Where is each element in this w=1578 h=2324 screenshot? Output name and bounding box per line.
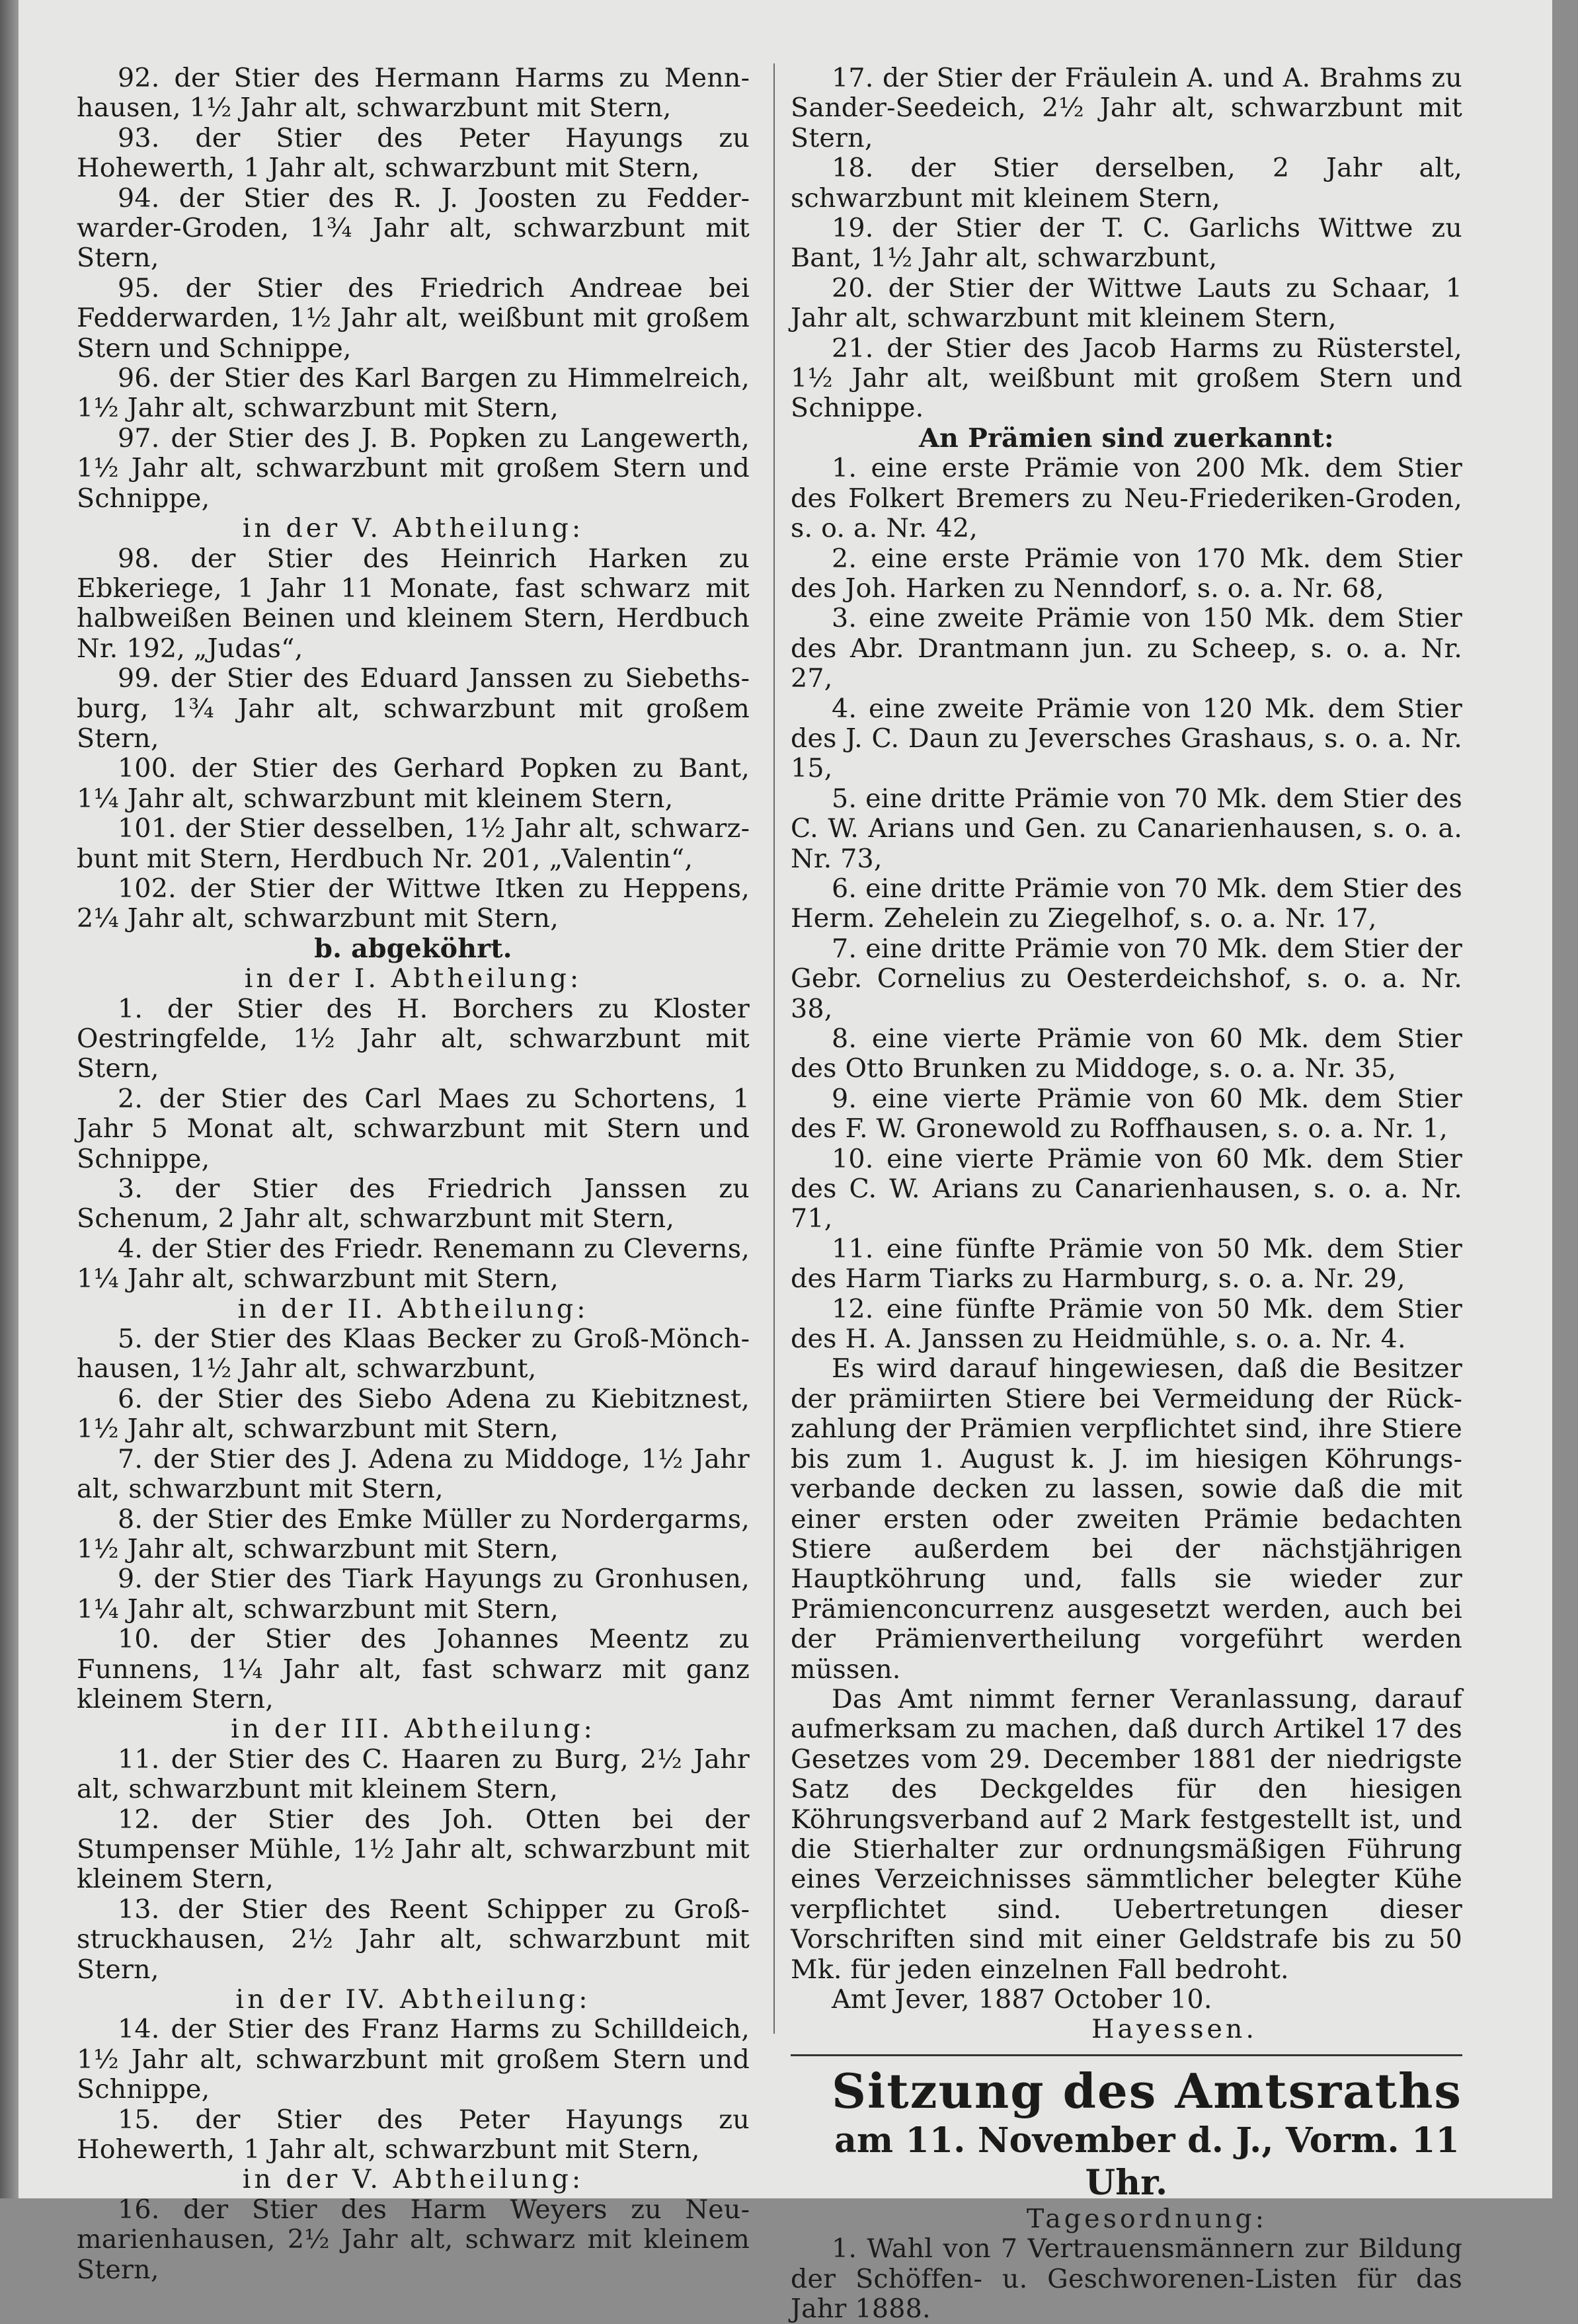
paragraph: 11. eine fünfte Prämie von 50 Mk. dem Stier des Harm Tiarks zu Harmburg, s. o. a. Nr. 29, <box>791 1233 1462 1295</box>
paragraph: 94. der Stier des R. J. Joosten zu Fedderwarder-Groden, 1¾ Jahr alt, schwarzbunt mit Stern, <box>77 182 750 274</box>
notice-heading: Sitzung des Amtsraths <box>832 2062 1462 2119</box>
paragraph: 3. eine zweite Prämie von 150 Mk. dem Stier des Abr. Drantmann jun. zu Scheep, s. o. a. Nr. 27, <box>791 603 1462 694</box>
paragraph: 92. der Stier des Hermann Harms zu Mennhausen, 1½ Jahr alt, schwarzbunt mit Stern, <box>77 63 750 124</box>
paragraph: 19. der Stier der T. C. Garlichs Wittwe zu Bant, 1½ Jahr alt, schwarzbunt, <box>791 213 1462 274</box>
paragraph: 98. der Stier des Heinrich Harken zu Ebkeriege, 1 Jahr 11 Monate, fast schwarz mit halbweißen Beinen und kleinem Stern, Herdbuch Nr. 192, „Judas“, <box>77 543 750 664</box>
paragraph: 20. der Stier der Wittwe Lauts zu Schaar, 1 Jahr alt, schwarzbunt mit kleinem Stern, <box>791 272 1462 334</box>
section-heading: in der I. Abtheilung: <box>244 963 582 994</box>
paragraph: 1. der Stier des H. Borchers zu Kloster Oestringfelde, 1½ Jahr alt, schwarzbunt mit Stern, <box>77 993 750 1084</box>
section-heading: in der II. Abtheilung: <box>237 1293 589 1324</box>
paragraph: 102. der Stier der Wittwe Itken zu Heppens, 2¼ Jahr alt, schwarzbunt mit Stern, <box>77 873 750 934</box>
paragraph: 4. eine zweite Prämie von 120 Mk. dem Stier des J. C. Daun zu Jeversches Grashaus, s. o. a. Nr. 15, <box>791 693 1462 784</box>
paragraph: 1. eine erste Prämie von 200 Mk. dem Stier des Folkert Bremers zu Neu-Friederiken-Groden, s. o. a. Nr. 42, <box>791 453 1462 544</box>
right-column-paragraphs <box>791 63 1462 2045</box>
column-divider <box>773 63 775 2034</box>
paragraph: 6. eine dritte Prämie von 70 Mk. dem Stier des Herm. Zehelein zu Ziegelhof, s. o. a. Nr. 17, <box>791 873 1462 934</box>
newspaper-page <box>19 0 1552 2324</box>
book-spine-shadow <box>0 0 19 2198</box>
paragraph: 18. der Stier derselben, 2 Jahr alt, schwarzbunt mit kleinem Stern, <box>791 153 1462 214</box>
section-heading: in der V. Abtheilung: <box>242 513 584 544</box>
paragraph: 12. eine fünfte Prämie von 50 Mk. dem Stier des H. A. Janssen zu Heidmühle, s. o. a. Nr. 4. <box>791 1293 1462 1355</box>
left-column <box>77 63 750 2285</box>
paragraph: 97. der Stier des J. B. Popken zu Langewerth, 1½ Jahr alt, schwarzbunt mit großem Stern und Schnippe, <box>77 422 750 514</box>
paragraph: 12. der Stier des Joh. Otten bei der Stumpenser Mühle, 1½ Jahr alt, schwarzbunt mit kleinem Stern, <box>77 1804 750 1895</box>
section-heading: An Prämien sind zuerkannt: <box>919 422 1334 454</box>
paragraph: 3. der Stier des Friedrich Janssen zu Schenum, 2 Jahr alt, schwarzbunt mit Stern, <box>77 1174 750 1234</box>
paragraph: 4. der Stier des Friedr. Renemann zu Cleverns, 1¼ Jahr alt, schwarzbunt mit Stern, <box>77 1233 750 1295</box>
paragraph: 7. eine dritte Prämie von 70 Mk. dem Stier der Gebr. Cornelius zu Oesterdeichshof, s. o. a. Nr. 38, <box>791 933 1462 1024</box>
paragraph: 2. eine erste Prämie von 170 Mk. dem Stier des Joh. Harken zu Nenndorf, s. o. a. Nr. 68, <box>791 543 1462 604</box>
section-heading: b. abgeköhrt. <box>314 933 512 964</box>
notice-subheading: am 11. November d. J., Vorm. 11 Uhr. <box>834 2120 1460 2203</box>
paragraph: 99. der Stier des Eduard Janssen zu Siebethsburg, 1¾ Jahr alt, schwarzbunt mit großem Stern, <box>77 663 750 754</box>
section-heading: in der V. Abtheilung: <box>242 2164 584 2195</box>
agenda-item: 1. Wahl von 7 Vertrauensmännern zur Bildung der Schöffen- u. Geschworenen-Listen für das Jahr 1888. <box>791 2233 1462 2324</box>
paragraph: 9. der Stier des Tiark Hayungs zu Gronhusen, 1¼ Jahr alt, schwarzbunt mit Stern, <box>77 1564 750 1624</box>
paragraph: 95. der Stier des Friedrich Andreae bei Fedderwarden, 1½ Jahr alt, weißbunt mit großem Stern und Schnippe, <box>77 272 750 364</box>
paragraph: 101. der Stier desselben, 1½ Jahr alt, schwarzbunt mit Stern, Herdbuch Nr. 201, „Valentin“, <box>77 813 750 874</box>
paragraph: Es wird darauf hingewiesen, daß die Besitzer der prämiirten Stiere bei Vermeidung der Rückzahlung der Prämien verpflichtet sind, ihre Stiere bis zum 1. August k. J. im hiesigen Köhrungsverbande decken zu lassen, sowie daß die mit einer ersten oder zweiten Prämie bedachten Stiere außerdem bei der nächstjährigen Hauptköhrung und, falls sie wieder zur Prämienconcurrenz ausgesetzt werden, auch bei der Prämienvertheilung vorgeführt werden müssen. <box>791 1353 1462 1685</box>
paragraph: 21. der Stier des Jacob Harms zu Rüsterstel, 1½ Jahr alt, weißbunt mit großem Stern und Schnippe. <box>791 333 1462 424</box>
paragraph: 17. der Stier der Fräulein A. und A. Brahms zu Sander-Seedeich, 2½ Jahr alt, schwarzbunt mit Stern, <box>791 63 1462 153</box>
paragraph: 13. der Stier des Reent Schipper zu Großstruckhausen, 2½ Jahr alt, schwarzbunt mit Stern, <box>77 1894 750 1985</box>
paragraph: 100. der Stier des Gerhard Popken zu Bant, 1¼ Jahr alt, schwarzbunt mit kleinem Stern, <box>77 753 750 814</box>
paragraph: 14. der Stier des Franz Harms zu Schilldeich, 1½ Jahr alt, schwarzbunt mit großem Stern und Schnippe, <box>77 2014 750 2105</box>
agenda-label: Tagesordnung: <box>1026 2203 1268 2234</box>
paragraph: Amt Jever, 1887 October 10. <box>832 1984 1212 2015</box>
paragraph: 10. der Stier des Johannes Meentz zu Funnens, 1¼ Jahr alt, fast schwarz mit ganz kleinem Stern, <box>77 1624 750 1714</box>
paragraph: 5. eine dritte Prämie von 70 Mk. dem Stier des C. W. Arians und Gen. zu Canarienhausen, s. o. a. Nr. 73, <box>791 783 1462 874</box>
paragraph: 96. der Stier des Karl Bargen zu Himmelreich, 1½ Jahr alt, schwarzbunt mit Stern, <box>77 363 750 424</box>
paragraph: 5. der Stier des Klaas Becker zu Groß-Mönchhausen, 1½ Jahr alt, schwarzbunt, <box>77 1324 750 1384</box>
paragraph: 15. der Stier des Peter Hayungs zu Hohewerth, 1 Jahr alt, schwarzbunt mit Stern, <box>77 2104 750 2165</box>
paragraph: 7. der Stier des J. Adena zu Middoge, 1½ Jahr alt, schwarzbunt mit Stern, <box>77 1443 750 1505</box>
paragraph: 10. eine vierte Prämie von 60 Mk. dem Stier des C. W. Arians zu Canarienhausen, s. o. a. Nr. 71, <box>791 1143 1462 1234</box>
paragraph: 11. der Stier des C. Haaren zu Burg, 2½ Jahr alt, schwarzbunt mit kleinem Stern, <box>77 1743 750 1805</box>
paragraph: 93. der Stier des Peter Hayungs zu Hohewerth, 1 Jahr alt, schwarzbunt mit Stern, <box>77 122 750 184</box>
paragraph: 8. der Stier des Emke Müller zu Nordergarms, 1½ Jahr alt, schwarzbunt mit Stern, <box>77 1503 750 1564</box>
paragraph: 8. eine vierte Prämie von 60 Mk. dem Stier des Otto Brunken zu Middoge, s. o. a. Nr. 35, <box>791 1023 1462 1084</box>
section-heading: in der III. Abtheilung: <box>231 1714 596 1745</box>
paragraph: 2. der Stier des Carl Maes zu Schortens, 1 Jahr 5 Monat alt, schwarzbunt mit Stern und Schnippe, <box>77 1083 750 1174</box>
section-rule <box>791 2054 1462 2056</box>
paragraph: Das Amt nimmt ferner Veranlassung, darauf aufmerksam zu machen, daß durch Artikel 17 des Gesetzes vom 29. December 1881 der niedrigste Satz des Deckgeldes für den hiesigen Köhrungsverband auf 2 Mark festgestellt ist, und die Stierhalter zur ordnungsmäßigen Führung eines Verzeichnisses sämmtlicher belegter Kühe verpflichtet sind. Uebertretungen dieser Vorschriften sind mit einer Geldstrafe bis zu 50 Mk. für jeden einzelnen Fall bedroht. <box>791 1683 1462 1985</box>
paragraph: 16. der Stier des Harm Weyers zu Neumarienhausen, 2½ Jahr alt, schwarz mit kleinem Stern, <box>77 2194 750 2285</box>
paragraph: 6. der Stier des Siebo Adena zu Kiebitznest, 1½ Jahr alt, schwarzbunt mit Stern, <box>77 1383 750 1445</box>
paragraph: 9. eine vierte Prämie von 60 Mk. dem Stier des F. W. Gronewold zu Roffhausen, s. o. a. Nr. 1, <box>791 1083 1462 1144</box>
paragraph: Hayessen. <box>1091 2014 1257 2045</box>
right-column <box>791 63 1462 2324</box>
section-heading: in der IV. Abtheilung: <box>235 1984 591 2015</box>
